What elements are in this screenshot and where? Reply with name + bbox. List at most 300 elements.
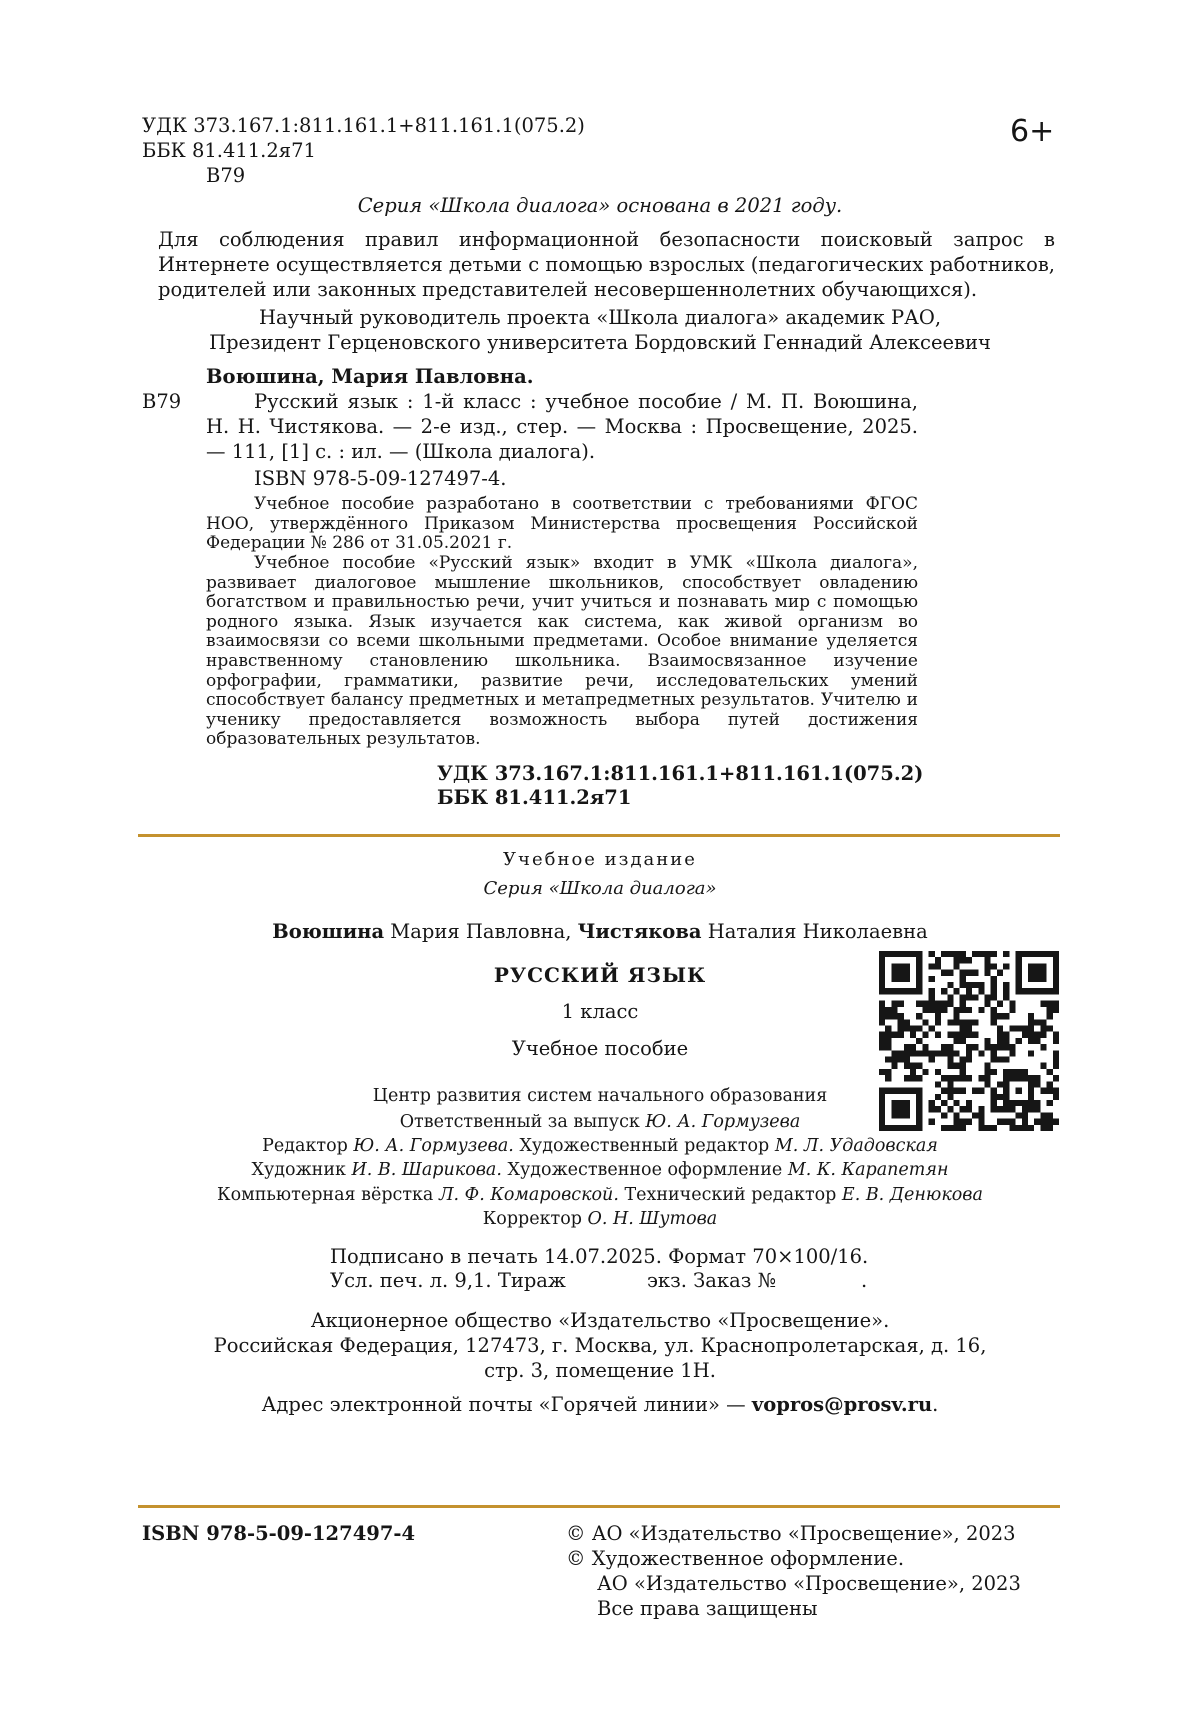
qr-module (997, 1094, 1003, 1100)
qr-module (960, 1063, 966, 1069)
qr-module (953, 1032, 959, 1038)
qr-module (947, 1088, 953, 1094)
imprint-series: Серия «Школа диалога» (483, 878, 717, 899)
qr-module (929, 951, 935, 957)
credit-person: Л. Ф. Комаровской. (438, 1184, 619, 1205)
qr-module (947, 1063, 953, 1069)
qr-module (960, 951, 966, 957)
qr-module (885, 1025, 891, 1031)
qr-module (966, 1075, 972, 1081)
qr-module (885, 1038, 891, 1044)
qr-module (960, 982, 966, 988)
qr-module (960, 1075, 966, 1081)
qr-module (929, 1100, 935, 1106)
credit-role: Компьютерная вёрстка (217, 1184, 439, 1205)
qr-module (1003, 951, 1009, 957)
credit-line (150, 1158, 1050, 1182)
qr-module (985, 1069, 991, 1075)
qr-module (991, 982, 997, 988)
qr-module (972, 1088, 978, 1094)
qr-module (953, 963, 959, 969)
qr-module (885, 1032, 891, 1038)
hotline-period: . (932, 1393, 939, 1416)
qr-module (910, 1069, 916, 1075)
annotation-standard: Учебное пособие разработано в соответствии с требованиями ФГОС НОО, утверждённого Приказом Министерства просвещения Российской Федерации № 286 от 31.05.2021 г. (206, 494, 918, 554)
qr-module (941, 1050, 947, 1056)
address-line1: Российская Федерация, 127473, г. Москва, ул. Краснопролетарская, д. 16, (213, 1334, 987, 1357)
credit-person: М. К. Карапетян (787, 1160, 949, 1181)
qr-module (1003, 1044, 1009, 1050)
qr-module (1022, 1069, 1028, 1075)
credit-line (150, 1207, 1050, 1231)
qr-module (997, 1025, 1003, 1031)
annotation-description: Учебное пособие «Русский язык» входит в УМК «Школа диалога», развивает диалоговое мышление школьников, способствует овладению богатством и правильностью речи, учит учиться и познавать мир с помощью родного языка. Язык изучается как система, как живой организм во взаимосвязи со всеми школьными предметами. Особое внимание уделяется нравственному становлению школьника. Взаимосвязанное изучение орфографии, грамматики, развитие речи, исследовательских умений способствует балансу предметных и метапредметных результатов. Учителю и ученику предоставляется возможность выбора путей достижения образовательных результатов. (206, 553, 918, 750)
credit-role: Художник (251, 1160, 352, 1181)
qr-module (885, 1057, 891, 1063)
qr-module (966, 1025, 972, 1031)
qr-module (922, 1001, 928, 1007)
order-period: . (861, 1269, 868, 1292)
qr-module (879, 1019, 885, 1025)
qr-module (966, 1032, 972, 1038)
qr-module (997, 1057, 1003, 1063)
grade: 1 класс (561, 1000, 639, 1023)
qr-module (991, 1050, 997, 1056)
qr-module (922, 1069, 928, 1075)
qr-module (991, 1088, 997, 1094)
qr-module (922, 1019, 928, 1025)
qr-module (985, 1075, 991, 1081)
imprint-authors (140, 919, 1060, 944)
qr-module (947, 1019, 953, 1025)
qr-module (891, 1050, 897, 1056)
qr-module (953, 1007, 959, 1013)
qr-module (991, 1100, 997, 1106)
qr-module (922, 1050, 928, 1056)
credit-role: Художественный редактор (513, 1136, 775, 1157)
qr-module (929, 1001, 935, 1007)
qr-module (941, 1088, 947, 1094)
qr-module (960, 1069, 966, 1075)
qr-module (960, 994, 966, 1000)
qr-module (1009, 1069, 1015, 1075)
qr-module (997, 1032, 1003, 1038)
qr-module (978, 951, 984, 957)
qr-module (1003, 1032, 1009, 1038)
qr-module (1053, 1119, 1059, 1125)
qr-module (891, 1001, 897, 1007)
qr-module (947, 994, 953, 1000)
credit-person: Ю. А. Гормузева (645, 1112, 801, 1132)
qr-module (953, 1100, 959, 1106)
qr-module (953, 1050, 959, 1056)
qr-module (947, 1057, 953, 1063)
qr-module (1034, 1075, 1040, 1081)
qr-module (904, 1050, 910, 1056)
qr-module (879, 1044, 885, 1050)
qr-module (947, 951, 953, 957)
qr-module (1003, 988, 1009, 994)
qr-module (947, 1044, 953, 1050)
qr-module (991, 1019, 997, 1025)
qr-module (910, 1075, 916, 1081)
qr-module (953, 1075, 959, 1081)
qr-module (910, 1025, 916, 1031)
book-type: Учебное пособие (511, 1037, 689, 1060)
author1-name: Мария Павловна, (390, 920, 572, 943)
signed-info: Подписано в печать 14.07.2025. Формат 70×100/16. (330, 1245, 869, 1268)
qr-module (891, 1007, 897, 1013)
qr-module (1028, 1038, 1034, 1044)
credit-person: М. Л. Удадовская (774, 1136, 938, 1157)
qr-module (978, 1007, 984, 1013)
qr-module (991, 1013, 997, 1019)
qr-module (922, 1007, 928, 1013)
qr-module (1003, 994, 1009, 1000)
catalog-bbk: ББК 81.411.2я71 (437, 786, 632, 809)
copies-order: экз. Заказ № (647, 1269, 777, 1292)
author1-surname: Воюшина (272, 920, 385, 943)
qr-module (879, 1032, 885, 1038)
credit-role: Редактор (262, 1136, 354, 1157)
qr-module (966, 1057, 972, 1063)
qr-module (910, 1063, 916, 1069)
qr-module (1022, 1032, 1028, 1038)
credit-line (150, 1183, 1050, 1207)
qr-module (1047, 1088, 1053, 1094)
qr-module (960, 970, 966, 976)
qr-module (1053, 1032, 1059, 1038)
qr-module (922, 1044, 928, 1050)
qr-module (960, 1025, 966, 1031)
qr-module (1009, 1025, 1015, 1031)
hotline (150, 1392, 1050, 1417)
qr-module (947, 1081, 953, 1087)
qr-module (1003, 1057, 1009, 1063)
qr-module (879, 1069, 885, 1075)
qr-module (1040, 1044, 1046, 1050)
qr-module (953, 1063, 959, 1069)
credit-person: Ю. А. Гормузева. (353, 1136, 514, 1157)
qr-module (1028, 1019, 1034, 1025)
qr-module (929, 1057, 935, 1063)
qr-module (1047, 1081, 1053, 1087)
qr-module (972, 970, 978, 976)
qr-module (978, 1088, 984, 1094)
qr-module (1028, 1050, 1034, 1056)
qr-module (879, 1007, 885, 1013)
qr-module (972, 1019, 978, 1025)
qr-module (1022, 1025, 1028, 1031)
author2-surname: Чистякова (577, 920, 702, 943)
qr-module (966, 1100, 972, 1106)
qr-module (935, 1001, 941, 1007)
qr-module (898, 1019, 904, 1025)
qr-module (1028, 963, 1047, 982)
qr-module (966, 982, 972, 988)
author2-name: Наталия Николаевна (707, 920, 928, 943)
qr-module (916, 1025, 922, 1031)
qr-module (904, 1063, 910, 1069)
qr-module (1040, 1063, 1046, 1069)
qr-module (1040, 1019, 1046, 1025)
qr-module (941, 951, 947, 957)
qr-module (891, 1032, 897, 1038)
qr-module (879, 1001, 885, 1007)
qr-module (1028, 1025, 1034, 1031)
qr-module (898, 1001, 904, 1007)
qr-module (966, 970, 972, 976)
credit-line (150, 1134, 1050, 1158)
qr-module (879, 1038, 885, 1044)
qr-module (1009, 1050, 1015, 1056)
qr-module (922, 1032, 928, 1038)
qr-module (991, 994, 997, 1000)
qr-module (947, 982, 953, 988)
safety-notice: Для соблюдения правил информационной безопасности поисковый запрос в Интернете осуществляется детьми с помощью взрослых (педагогических работников, родителей или законных представителей несовершеннолетних обучающихся). (158, 228, 1055, 301)
qr-module (960, 1038, 966, 1044)
footer-isbn: ISBN 978-5-09-127497-4 (142, 1522, 416, 1545)
qr-module (929, 994, 935, 1000)
qr-module (972, 982, 978, 988)
qr-module (985, 963, 991, 969)
catalog-udk: УДК 373.167.1:811.161.1+811.161.1(075.2) (437, 762, 924, 785)
qr-module (953, 1088, 959, 1094)
qr-module (898, 1013, 904, 1019)
qr-module (991, 1007, 997, 1013)
qr-module (1003, 963, 1009, 969)
qr-module (1053, 1063, 1059, 1069)
qr-module (929, 963, 935, 969)
qr-module (991, 951, 997, 957)
qr-module (941, 1100, 947, 1106)
qr-module (1003, 1013, 1009, 1019)
qr-module (966, 1044, 972, 1050)
qr-module (985, 1063, 991, 1069)
qr-module (1009, 1007, 1015, 1013)
qr-module (985, 1044, 991, 1050)
qr-module (1003, 1038, 1009, 1044)
qr-module (1053, 1094, 1059, 1100)
qr-module (1040, 1032, 1046, 1038)
qr-module (985, 1081, 991, 1087)
qr-code (879, 951, 1059, 1131)
qr-module (947, 1050, 953, 1056)
qr-module (997, 1044, 1003, 1050)
qr-module (929, 1050, 935, 1056)
qr-module (953, 951, 959, 957)
qr-module (904, 1044, 910, 1050)
qr-module (941, 1007, 947, 1013)
credit-person: О. Н. Шутова (587, 1208, 718, 1229)
qr-module (991, 1044, 997, 1050)
credit-person: Е. В. Денюкова (841, 1184, 983, 1205)
qr-module (953, 957, 959, 963)
credit-line (150, 1110, 1050, 1134)
qr-module (1047, 1013, 1053, 1019)
qr-module (1016, 1088, 1022, 1094)
publisher: Акционерное общество «Издательство «Просвещение». (310, 1309, 890, 1332)
qr-module (991, 988, 997, 994)
qr-module (910, 1050, 916, 1056)
qr-module (898, 1050, 904, 1056)
qr-module (929, 1007, 935, 1013)
qr-module (904, 1019, 910, 1025)
age-rating: 6+ (1010, 114, 1055, 149)
qr-module (1016, 1038, 1022, 1044)
rights-reserved: Все права защищены (597, 1597, 818, 1620)
qr-module (1009, 1001, 1015, 1007)
bbk-code: ББК 81.411.2я71 (142, 139, 316, 162)
credit-role: Технический редактор (618, 1184, 842, 1205)
credit-role: Корректор (482, 1208, 588, 1229)
series-founded: Серия «Школа диалога» основана в 2021 году. (357, 194, 843, 217)
qr-module (960, 1019, 966, 1025)
qr-module (1003, 982, 1009, 988)
qr-module (947, 1094, 953, 1100)
qr-module (997, 970, 1003, 976)
qr-module (935, 957, 941, 963)
qr-module (935, 1032, 941, 1038)
qr-module (960, 976, 966, 982)
qr-module (929, 988, 935, 994)
edition-type: Учебное издание (503, 849, 697, 870)
qr-module (972, 994, 978, 1000)
catalog-description: Русский язык : 1-й класс : учебное пособие / М. П. Воюшина, Н. Н. Чистякова. — 2-е изд., стер. — Москва : Просвещение, 2025. — 111, [1] с. : ил. — (Школа диалога). (206, 390, 918, 463)
catalog-isbn: ISBN 978-5-09-127497-4. (254, 467, 507, 490)
qr-module (947, 1001, 953, 1007)
qr-module (1053, 1057, 1059, 1063)
qr-module (985, 957, 991, 963)
qr-module (972, 1032, 978, 1038)
qr-module (966, 988, 972, 994)
divider-bottom (138, 1505, 1060, 1508)
qr-module (898, 1025, 904, 1031)
qr-module (1047, 1069, 1053, 1075)
book-title: РУССКИЙ ЯЗЫК (493, 963, 707, 987)
qr-module (985, 951, 991, 957)
qr-module (978, 1075, 984, 1081)
qr-module (966, 1007, 972, 1013)
qr-module (985, 970, 991, 976)
qr-module (1040, 1001, 1046, 1007)
qr-module (941, 1044, 947, 1050)
qr-module (985, 1001, 991, 1007)
qr-module (966, 957, 972, 963)
qr-module (891, 1057, 897, 1063)
qr-module (898, 1032, 904, 1038)
qr-module (941, 970, 947, 976)
qr-module (960, 1057, 966, 1063)
qr-module (916, 1063, 922, 1069)
qr-module (1053, 1050, 1059, 1056)
credit-role: Художественное оформление (501, 1160, 788, 1181)
qr-module (916, 1001, 922, 1007)
qr-module (885, 1013, 891, 1019)
qr-module (960, 1007, 966, 1013)
qr-module (916, 1038, 922, 1044)
qr-module (947, 1075, 953, 1081)
qr-module (1040, 1088, 1046, 1094)
qr-module (916, 1075, 922, 1081)
qr-module (935, 1069, 941, 1075)
qr-module (935, 1013, 941, 1019)
qr-module (953, 1013, 959, 1019)
center-name: Центр развития систем начального образования (372, 1086, 828, 1106)
qr-module (1053, 1088, 1059, 1094)
qr-module (991, 1094, 997, 1100)
copyright-publisher: © АО «Издательство «Просвещение», 2023 (566, 1522, 1016, 1545)
qr-module (929, 1025, 935, 1031)
qr-module (935, 1081, 941, 1087)
qr-module (916, 1050, 922, 1056)
qr-module (1028, 1013, 1034, 1019)
qr-module (885, 1075, 891, 1081)
qr-module (966, 994, 972, 1000)
qr-module (898, 1057, 904, 1063)
qr-module (891, 1013, 897, 1019)
qr-module (991, 1069, 997, 1075)
qr-module (991, 1057, 997, 1063)
qr-module (1016, 1069, 1022, 1075)
divider-top (138, 834, 1060, 837)
author-mark: В79 (206, 164, 246, 187)
qr-module (916, 1013, 922, 1019)
udk-code: УДК 373.167.1:811.161.1+811.161.1(075.2) (142, 114, 585, 137)
print-sheets: Усл. печ. л. 9,1. Тираж (330, 1269, 566, 1292)
qr-module (997, 1001, 1003, 1007)
qr-module (1053, 1001, 1059, 1007)
qr-module (935, 1094, 941, 1100)
qr-module (929, 976, 935, 982)
qr-module (885, 1044, 891, 1050)
hotline-label: Адрес электронной почты «Горячей линии» — (261, 1393, 746, 1416)
scientific-lead-line2: Президент Герценовского университета Бордовский Геннадий Алексеевич (209, 331, 991, 354)
qr-module (960, 1001, 966, 1007)
address-line2: стр. 3, помещение 1Н. (484, 1359, 716, 1382)
qr-module (1034, 1100, 1040, 1106)
qr-module (1053, 1007, 1059, 1013)
qr-module (978, 988, 984, 994)
qr-module (997, 1038, 1003, 1044)
qr-module (1034, 1038, 1040, 1044)
qr-module (960, 1088, 966, 1094)
qr-module (1034, 1032, 1040, 1038)
qr-module (885, 1069, 891, 1075)
qr-module (978, 1050, 984, 1056)
qr-module (941, 1075, 947, 1081)
qr-module (1040, 1025, 1046, 1031)
catalog-author: Воюшина, Мария Павловна. (206, 365, 534, 388)
qr-module (978, 982, 984, 988)
qr-module (891, 963, 910, 982)
qr-module (935, 1019, 941, 1025)
scientific-lead-line1: Научный руководитель проекта «Школа диалога» академик РАО, (258, 306, 942, 329)
qr-module (966, 1050, 972, 1056)
qr-module (941, 988, 947, 994)
catalog-code: В79 (142, 390, 182, 413)
qr-module (1047, 1025, 1053, 1031)
qr-module (1034, 1019, 1040, 1025)
qr-module (879, 1013, 885, 1019)
qr-module (972, 1044, 978, 1050)
qr-module (947, 1032, 953, 1038)
qr-module (1053, 1038, 1059, 1044)
qr-module (997, 1081, 1003, 1087)
qr-module (910, 1044, 916, 1050)
qr-module (985, 1038, 991, 1044)
qr-module (972, 951, 978, 957)
